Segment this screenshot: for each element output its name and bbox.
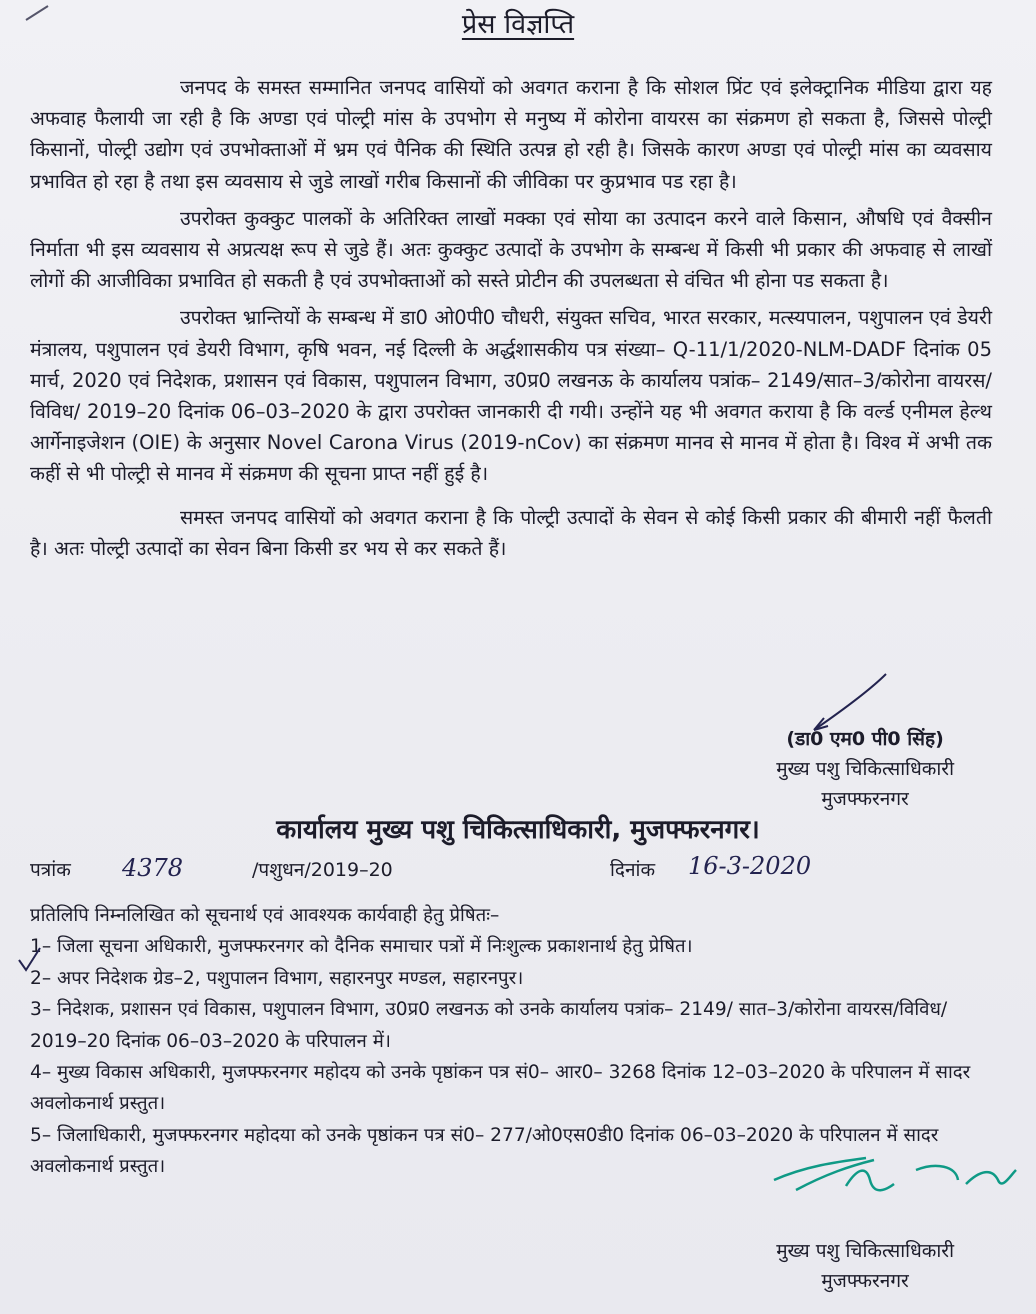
patrank-suffix: /पशुधन/2019–20 bbox=[252, 859, 393, 881]
handwritten-signature-bottom bbox=[766, 1140, 1036, 1250]
date-label: दिनांक bbox=[610, 859, 656, 881]
signatory-block-top bbox=[776, 724, 954, 814]
office-heading: कार्यालय मुख्य पशु चिकित्साधिकारी, मुजफ्फरनगर। bbox=[276, 815, 760, 845]
copy-item: 5– जिलाधिकारी, मुजफ्फरनगर महोदया को उनके पृष्ठांकन पत्र सं0– 277/ओ0एस0डी0 दिनांक 06–03–2020 के परिपालन में सादर अवलोकनार्थ प्रस्तुत। bbox=[30, 1124, 939, 1178]
signatory-name: (डा0 एम0 पी0 सिंह) bbox=[786, 728, 944, 750]
paragraph-2: उपरोक्त कुक्कुट पालकों के अतिरिक्त लाखों मक्का एवं सोया का उत्पादन करने वाले किसान, औषधि एवं वैक्सीन निर्माता भी इस व्यवसाय से अप्रत्यक्ष रूप से जुडे हैं। अतः कुक्कुट उत्पादों के उपभोग के सम्बन्ध में किसी भी प्रकार की अफवाह से लाखों लोगों की आजीविका प्रभावित हो सकती है एवं उपभोक्ताओं को सस्ते प्रोटीन की उपलब्धता से वंचित भी होना पड सकता है। bbox=[30, 206, 992, 293]
signatory-block-bottom bbox=[776, 1236, 954, 1296]
copy-item: 2– अपर निदेशक ग्रेड–2, पशुपालन विभाग, सहारनपुर मण्डल, सहारनपुर। bbox=[30, 967, 524, 989]
copy-item: 3– निदेशक, प्रशासन एवं विकास, पशुपालन विभाग, उ0प्र0 लखनऊ को उनके कार्यालय पत्रांक– 2149/ सात–3/कोरोना वायरस/विविध/ 2019–20 दिनांक 06–03–2020 के परिपालन में। bbox=[30, 999, 948, 1052]
press-release-body bbox=[30, 72, 992, 576]
signatory-place: मुजफ्फरनगर bbox=[821, 788, 909, 810]
paragraph-3: उपरोक्त भ्रान्तियों के सम्बन्ध में डा0 ओ0पी0 चौधरी, संयुक्त सचिव, भारत सरकार, मत्स्यपालन, पशुपालन एवं डेयरी मंत्रालय, पशुपालन एवं डेयरी विभाग, कृषि भवन, नई दिल्ली के अर्द्धशासकीय पत्र संख्या– Q-11/1/2020-NLM-DADF दिनांक 05 मार्च, 2020 एवं निदेशक, प्रशासन एवं विकास, पशुपालन विभाग, उ0प्र0 लखनऊ के कार्यालय पत्रांक– 2149/सात–3/कोरोना वायरस/विविध/ 2019–20 दिनांक 06–03–2020 के द्वारा उपरोक्त जानकारी दी गयी। उन्होंने यह भी अवगत कराया है कि वर्ल्ड एनीमल हेल्थ आर्गेनाइजेशन (OIE) के अनुसार Novel Carona Virus (2019-nCov) का संक्रमण मानव से मानव में होता है। विश्व में अभी तक कहीं से भी पोल्ट्री से मानव में संक्रमण की सूचना प्राप्त नहीं हुई है। bbox=[30, 306, 992, 486]
date-value: 16-3-2020 bbox=[688, 852, 812, 880]
reference-line bbox=[30, 852, 990, 886]
patrank-number: 4378 bbox=[122, 854, 184, 882]
signatory-designation: मुख्य पशु चिकित्साधिकारी bbox=[776, 1240, 954, 1262]
copy-item: 1– जिला सूचना अधिकारी, मुजफ्फरनगर को दैनिक समाचार पत्रों में निःशुल्क प्रकाशनार्थ हेतु प्रेषित। bbox=[30, 936, 693, 958]
checkmark-icon bbox=[16, 944, 42, 974]
patrank-label: पत्रांक bbox=[30, 859, 71, 881]
copy-item: 4– मुख्य विकास अधिकारी, मुजफ्फरनगर महोदय को उनके पृष्ठांकन पत्र सं0– आर0– 3268 दिनांक 12–03–2020 के परिपालन में सादर अवलोकनार्थ प्रस्तुत। bbox=[30, 1062, 971, 1115]
paragraph-4: समस्त जनपद वासियों को अवगत कराना है कि पोल्ट्री उत्पादों के सेवन से कोई किसी प्रकार की बीमारी नहीं फैलती है। अतः पोल्ट्री उत्पादों का सेवन बिना किसी डर भय से कर सकते हैं। bbox=[30, 505, 992, 560]
paragraph-1: जनपद के समस्त सम्मानित जनपद वासियों को अवगत कराना है कि सोशल प्रिंट एवं इलेक्ट्रानिक मीडिया द्वारा यह अफवाह फैलायी जा रही है कि अण्डा एवं पोल्ट्री मांस के उपभोग से मनुष्य में कोरोना वायरस का संक्रमण हो सकता है, जिससे पोल्ट्री किसानों, पोल्ट्री उद्योग एवं उपभोक्ताओं में भ्रम एवं पैनिक की स्थिति उत्पन्न हो रही है। जिसके कारण अण्डा एवं पोल्ट्री मांस का व्यवसाय प्रभावित हो रहा है तथा इस व्यवसाय से जुडे लाखों गरीब किसानों की जीविका पर कुप्रभाव पड रहा है। bbox=[30, 76, 992, 193]
signatory-place: मुजफ्फरनगर bbox=[821, 1270, 909, 1292]
copy-intro: प्रतिलिपि निम्नलिखित को सूचनार्थ एवं आवश्यक कार्यवाही हेतु प्रेषितः– bbox=[30, 905, 500, 926]
signatory-designation: मुख्य पशु चिकित्साधिकारी bbox=[776, 758, 954, 780]
page-title: प्रेस विज्ञप्ति bbox=[461, 9, 575, 40]
